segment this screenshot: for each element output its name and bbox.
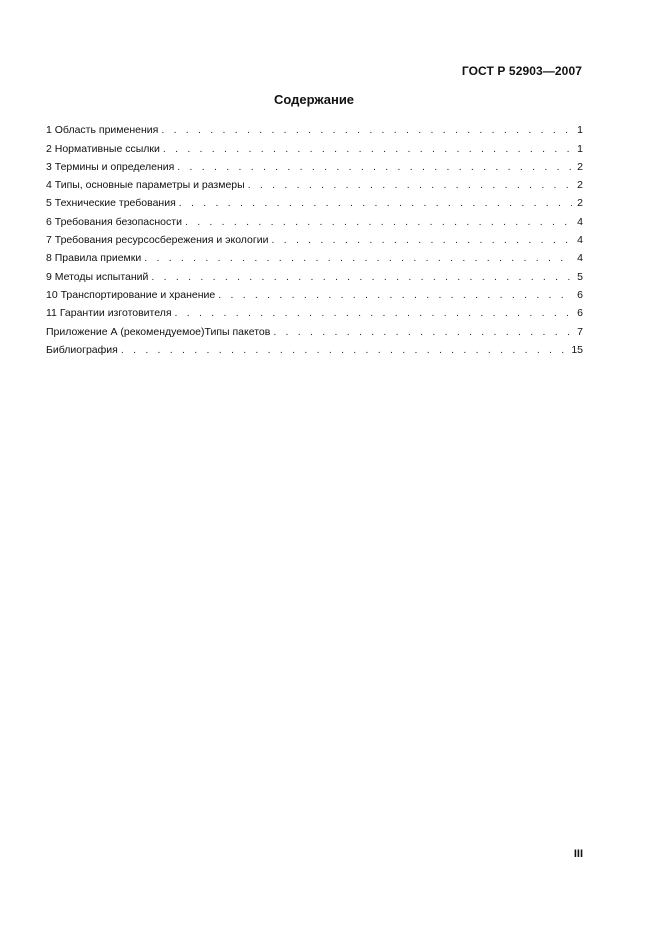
toc-title: Содержание [273,92,355,107]
toc-entry-page: 15 [571,343,583,356]
toc-entry-page: 4 [577,215,583,228]
toc-entry-label: Библиография [46,343,118,356]
toc-leader-dots [273,326,572,339]
toc-leader-dots [121,344,568,357]
toc-entry-page: 2 [577,160,583,173]
toc-entry-label: 10 Транспортирование и хранение [46,288,216,301]
toc-entry-terms[interactable] [46,156,583,174]
toc-entry-scope[interactable] [46,119,583,137]
toc-entry-bibliography[interactable] [46,339,583,357]
toc-entry-label: Приложение А (рекомендуемое)Типы пакетов [46,325,271,338]
toc-entry-label: 1 Область применения [46,124,159,137]
toc-leader-dots [248,179,572,192]
toc-entry-page: 6 [577,288,583,301]
toc-entry-page: 1 [577,124,583,137]
toc-entry-label: 6 Требования безопасности [46,215,182,228]
toc-entry-page: 4 [577,252,583,265]
toc-leader-dots [271,234,572,247]
toc-entry-normative-references[interactable] [46,137,583,155]
toc-entry-label: 11 Гарантии изготовителя [46,307,172,320]
page-number: III [573,848,583,860]
toc-entry-test-methods[interactable] [46,265,583,283]
toc-leader-dots [161,124,572,137]
toc-entry-label: 9 Методы испытаний [46,270,149,283]
toc-leader-dots [144,252,572,265]
toc-entry-label: 2 Нормативные ссылки [46,142,160,155]
toc-entry-page: 4 [577,234,583,247]
toc-entry-label: 4 Типы, основные параметры и размеры [46,179,245,192]
toc-entry-label: 3 Термины и определения [46,160,175,173]
toc-entry-acceptance-rules[interactable] [46,247,583,265]
toc-leader-dots [218,289,572,302]
toc-entry-resource-ecology[interactable] [46,229,583,247]
toc-entry-appendix-a[interactable] [46,320,583,338]
toc-entry-page: 5 [577,270,583,283]
toc-entry-safety-requirements[interactable] [46,210,583,228]
toc-leader-dots [185,216,572,229]
toc-leader-dots [179,197,572,210]
toc-entry-types-parameters[interactable] [46,174,583,192]
toc-entry-page: 6 [577,307,583,320]
toc-entry-label: 5 Технические требования [46,197,176,210]
toc-leader-dots [151,271,572,284]
toc-entry-page: 1 [577,142,583,155]
toc-leader-dots [177,161,572,174]
toc-entry-technical-requirements[interactable] [46,192,583,210]
toc-entry-transport-storage[interactable] [46,284,583,302]
toc-leader-dots [163,143,572,156]
toc-entry-label: 7 Требования ресурсосбережения и экологии [46,234,269,247]
toc-entry-label: 8 Правила приемки [46,252,142,265]
toc-leader-dots [175,307,572,320]
document-code: ГОСТ Р 52903—2007 [461,64,582,78]
toc-entry-page: 2 [577,197,583,210]
table-of-contents [46,119,583,357]
toc-entry-manufacturer-warranty[interactable] [46,302,583,320]
toc-entry-page: 7 [577,325,583,338]
toc-entry-page: 2 [577,179,583,192]
